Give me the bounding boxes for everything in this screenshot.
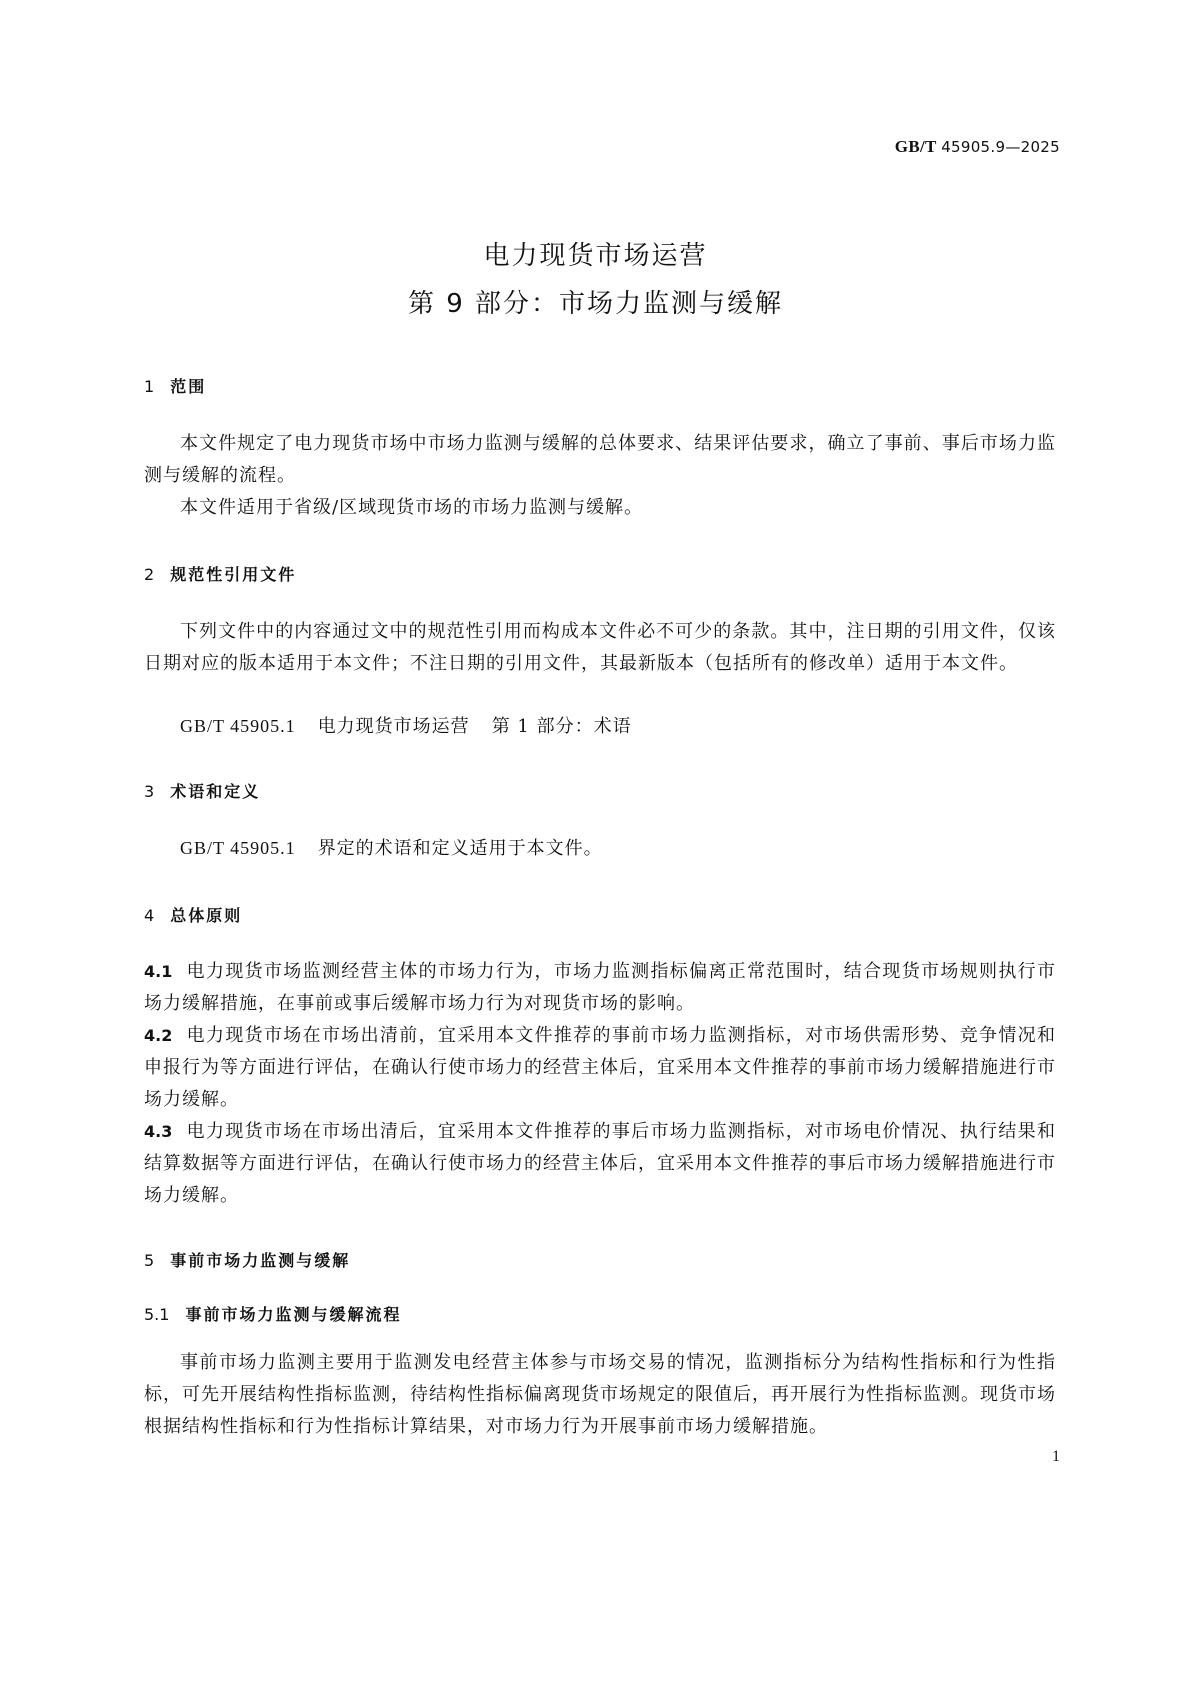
clause-4-2 xyxy=(144,1020,1056,1116)
clause-number: 4.3 xyxy=(144,1122,173,1141)
section-heading-general-principles xyxy=(144,903,242,926)
standard-prefix: GB/T xyxy=(894,137,937,156)
paragraph: 事前市场力监测主要用于监测发电经营主体参与市场交易的情况，监测指标分为结构性指标和行为性指标，可先开展结构性指标监测，待结构性指标偏离现货市场规定的限值后，再开展行为性指标监测。现货市场根据结构性指标和行为性指标计算结果，对市场力行为开展事前市场力缓解措施。 xyxy=(144,1352,1056,1437)
subsection-title: 事前市场力监测与缓解流程 xyxy=(185,1305,402,1324)
section-title: 规范性引用文件 xyxy=(170,565,297,584)
subsection-number: 5.1 xyxy=(144,1305,170,1324)
section-number: 2 xyxy=(144,565,155,584)
clause-text: 电力现货市场在市场出清后，宜采用本文件推荐的事后市场力监测指标，对市场电价情况、执行结果和结算数据等方面进行评估，在确认行使市场力的经营主体后，宜采用本文件推荐的事后市场力缓解措施进行市场力缓解。 xyxy=(144,1121,1056,1206)
standard-code: 45905.9—2025 xyxy=(941,138,1060,156)
section-title: 总体原则 xyxy=(170,906,243,925)
section-title: 术语和定义 xyxy=(170,782,261,801)
clause-number: 4.1 xyxy=(144,962,173,981)
clause-4-3 xyxy=(144,1116,1056,1212)
paragraph: 本文件适用于省级/区域现货市场的市场力监测与缓解。 xyxy=(180,497,644,518)
paragraph: 下列文件中的内容通过文中的规范性引用而构成本文件必不可少的条款。其中，注日期的引用文件，仅该日期对应的版本适用于本文件；不注日期的引用文件，其最新版本（包括所有的修改单）适用于本文件。 xyxy=(144,621,1056,674)
document-subtitle: 第 9 部分：市场力监测与缓解 xyxy=(407,289,784,319)
section-number: 5 xyxy=(144,1251,155,1270)
reference-part: 第 1 部分：术语 xyxy=(491,716,632,737)
section-heading-terms xyxy=(144,779,260,802)
paragraph: 本文件规定了电力现货市场中市场力监测与缓解的总体要求、结果评估要求，确立了事前、事后市场力监测与缓解的流程。 xyxy=(144,433,1056,486)
section-heading-ex-ante xyxy=(144,1248,350,1271)
reference-code: GB/T 45905.1 xyxy=(180,838,296,858)
subsection-heading-5-1 xyxy=(144,1302,401,1325)
document-title: 电力现货市场运营 xyxy=(483,241,708,271)
section-heading-normative-references xyxy=(144,562,296,585)
standard-number xyxy=(895,137,1060,157)
section-number: 4 xyxy=(144,906,155,925)
paragraph-text: 界定的术语和定义适用于本文件。 xyxy=(317,838,603,859)
clause-number: 4.2 xyxy=(144,1026,173,1045)
section-title: 事前市场力监测与缓解 xyxy=(170,1251,351,1270)
reference-code: GB/T 45905.1 xyxy=(180,716,296,736)
page-number: 1 xyxy=(1052,1448,1060,1465)
section-heading-scope xyxy=(144,374,206,397)
clause-text: 电力现货市场监测经营主体的市场力行为，市场力监测指标偏离正常范围时，结合现货市场规则执行市场力缓解措施，在事前或事后缓解市场力行为对现货市场的影响。 xyxy=(144,961,1056,1014)
clause-text: 电力现货市场在市场出清前，宜采用本文件推荐的事前市场力监测指标，对市场供需形势、竞争情况和申报行为等方面进行评估，在确认行使市场力的经营主体后，宜采用本文件推荐的事前市场力缓解措施进行市场力缓解。 xyxy=(144,1025,1056,1110)
section-title: 范围 xyxy=(170,377,207,396)
clause-4-1 xyxy=(144,956,1056,1020)
section-number: 1 xyxy=(144,377,155,396)
reference-entry xyxy=(180,712,632,738)
section-number: 3 xyxy=(144,782,155,801)
reference-title: 电力现货市场运营 xyxy=(317,716,470,737)
paragraph xyxy=(180,834,603,860)
